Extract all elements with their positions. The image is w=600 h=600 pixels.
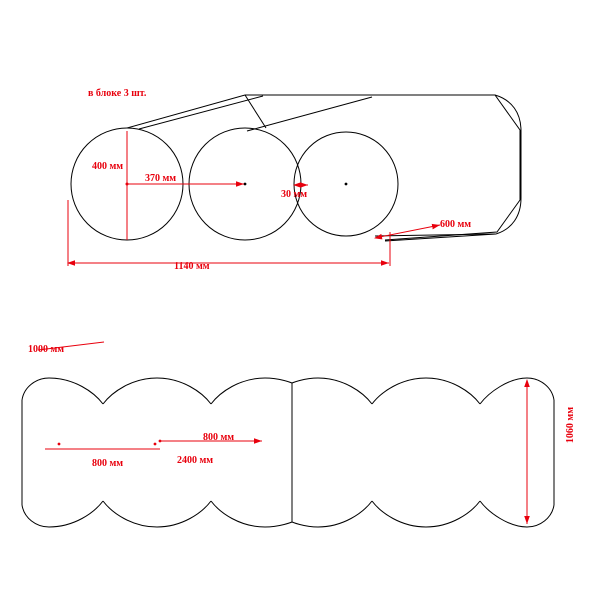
dim-label-30: 30 мм — [281, 189, 308, 200]
dim-label-1060: 1060 мм — [565, 406, 576, 444]
dim-label-370: 370 мм — [145, 173, 177, 184]
dim-label-1000: 1000 мм — [28, 344, 65, 355]
dim-label-600: 600 мм — [440, 219, 472, 230]
dim-label-800-left: 800 мм — [92, 458, 124, 469]
qty-note: в блоке 3 шт. — [88, 88, 147, 99]
dim-label-1140: 1140 мм — [174, 261, 210, 272]
dim-600-line — [375, 225, 440, 238]
dim-label-2400: 2400 мм — [177, 455, 214, 466]
dim-label-400: 400 мм — [92, 161, 124, 172]
dim-label-800-right: 800 мм — [203, 432, 235, 443]
